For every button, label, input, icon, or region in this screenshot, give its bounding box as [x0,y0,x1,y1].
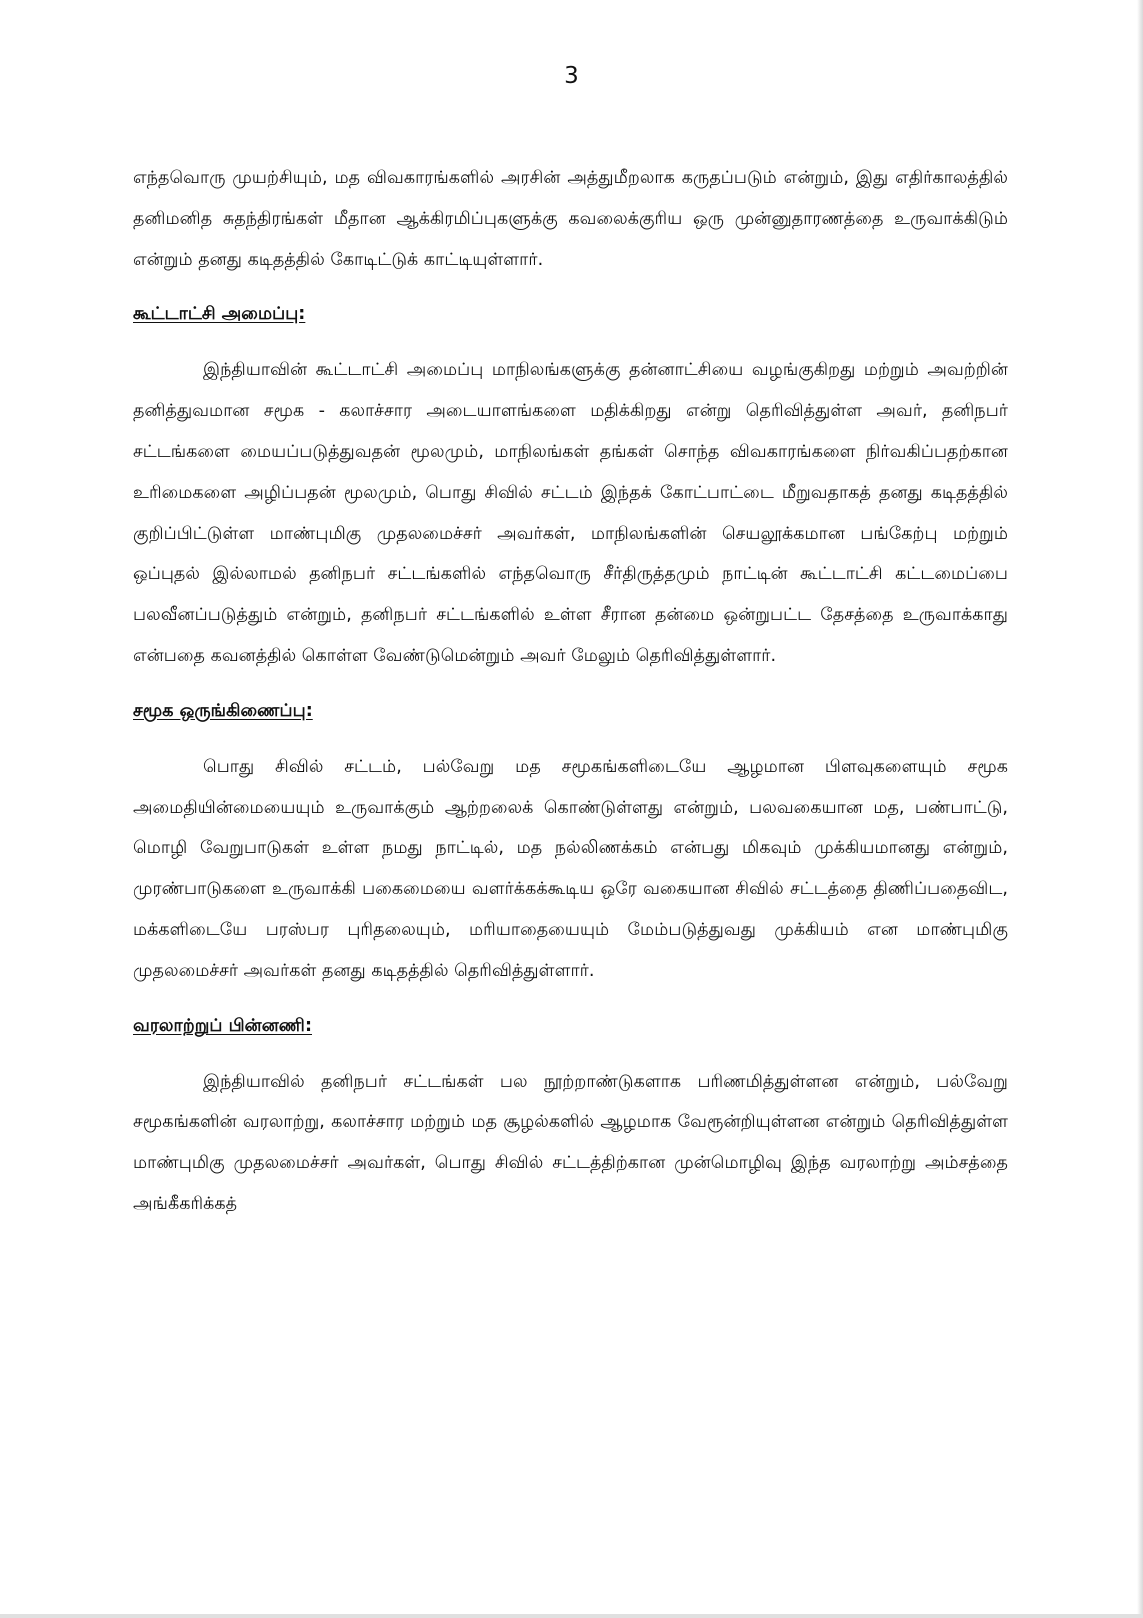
page-number: 3 [564,63,579,89]
section-heading-social: சமூக ஒருங்கிணைப்பு: [133,700,313,721]
intro-paragraph: எந்தவொரு முயற்சியும், மத விவகாரங்களில் அரசின் அத்துமீறலாக கருதப்படும் என்றும், இது எதிர்காலத்தில் தனிமனித சுதந்திரங்கள் மீதான ஆக்கிரமிப்புகளுக்கு கவலைக்குரிய ஒரு முன்னுதாரணத்தை உருவாக்கிடும் என்றும் தனது கடிதத்தில் கோடிட்டுக் காட்டியுள்ளார். [133,168,1008,270]
page-edge-shadow [1137,0,1143,1618]
section-heading-federal: கூட்டாட்சி அமைப்பு: [133,304,306,325]
federal-paragraph: இந்தியாவின் கூட்டாட்சி அமைப்பு மாநிலங்களுக்கு தன்னாட்சியை வழங்குகிறது மற்றும் அவற்றின் தனித்துவமான சமூக - கலாச்சார அடையாளங்களை மதிக்கிறது என்று தெரிவித்துள்ள அவர், தனிநபர் சட்டங்களை மையப்படுத்துவதன் மூலமும், மாநிலங்கள் தங்கள் சொந்த விவகாரங்களை நிர்வகிப்பதற்கான உரிமைகளை அழிப்பதன் மூலமும், பொது சிவில் சட்டம் இந்தக் கோட்பாட்டை மீறுவதாகத் தனது கடிதத்தில் குறிப்பிட்டுள்ள மாண்புமிகு முதலமைச்சர் அவர்கள், மாநிலங்களின் செயலூக்கமான பங்கேற்பு மற்றும் ஒப்புதல் இல்லாமல் தனிநபர் சட்டங்களில் எந்தவொரு சீர்திருத்தமும் நாட்டின் கூட்டாட்சி கட்டமைப்பை பலவீனப்படுத்தும் என்றும், தனிநபர் சட்டங்களில் உள்ள சீரான தன்மை ஒன்றுபட்ட தேசத்தை உருவாக்காது என்பதை கவனத்தில் கொள்ள வேண்டுமென்றும் அவர் மேலும் தெரிவித்துள்ளார். [133,360,1008,666]
history-paragraph: இந்தியாவில் தனிநபர் சட்டங்கள் பல நூற்றாண்டுகளாக பரிணமித்துள்ளன என்றும், பல்வேறு சமூகங்களின் வரலாற்று, கலாச்சார மற்றும் மத சூழல்களில் ஆழமாக வேரூன்றியுள்ளன என்றும் தெரிவித்துள்ள மாண்புமிகு முதலமைச்சர் அவர்கள், பொது சிவில் சட்டத்திற்கான முன்மொழிவு இந்த வரலாற்று அம்சத்தை அங்கீகரிக்கத் [133,1071,1008,1214]
document-body [133,158,1008,1225]
section-heading-history: வரலாற்றுப் பின்னணி: [133,1015,312,1036]
page-bottom-edge [0,1614,1143,1618]
social-paragraph: பொது சிவில் சட்டம், பல்வேறு மத சமூகங்களிடையே ஆழமான பிளவுகளையும் சமூக அமைதியின்மையையும் உருவாக்கும் ஆற்றலைக் கொண்டுள்ளது என்றும், பலவகையான மத, பண்பாட்டு, மொழி வேறுபாடுகள் உள்ள நமது நாட்டில், மத நல்லிணக்கம் என்பது மிகவும் முக்கியமானது என்றும், முரண்பாடுகளை உருவாக்கி பகைமையை வளர்க்கக்கூடிய ஒரே வகையான சிவில் சட்டத்தை திணிப்பதைவிட, மக்களிடையே பரஸ்பர புரிதலையும், மரியாதையையும் மேம்படுத்துவது முக்கியம் என மாண்புமிகு முதலமைச்சர் அவர்கள் தனது கடிதத்தில் தெரிவித்துள்ளார். [133,756,1008,981]
